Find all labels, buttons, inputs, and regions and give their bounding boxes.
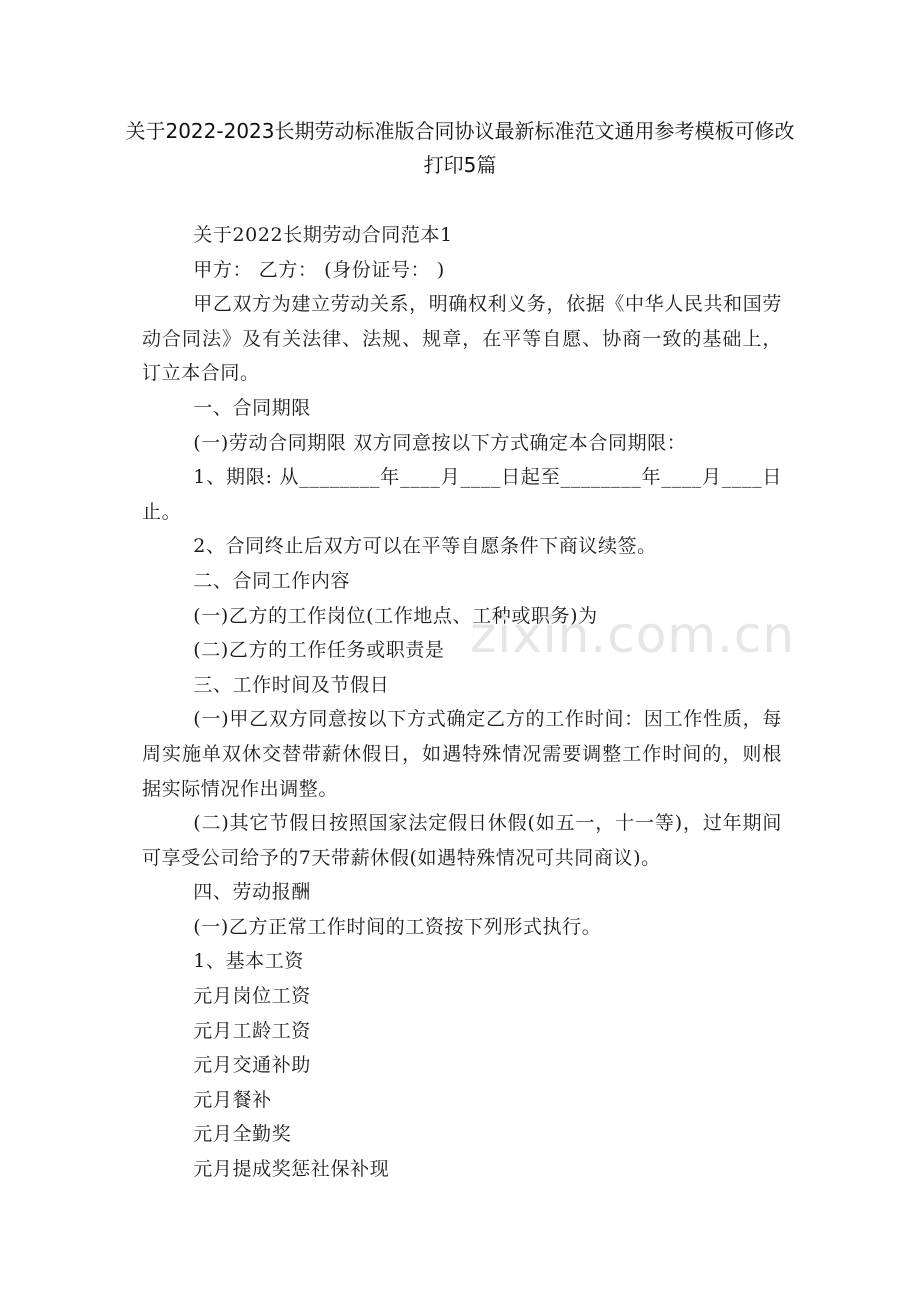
paragraph-hours: (一)甲乙双方同意按以下方式确定乙方的工作时间：因工作性质，每周实施单双休交替带薪休假日，如遇特殊情况需要调整工作时间的，则根据实际情况作出调整。 [142,708,782,800]
document-body [142,218,782,1187]
list-item-attendance-bonus: 元月全勤奖 [193,1123,292,1146]
section-heading-hours: 三、工作时间及节假日 [193,673,390,696]
list-item-position-salary: 元月岗位工资 [193,985,311,1008]
paragraph-renewal: 2、合同终止后双方可以在平等自愿条件下商议续签。 [193,535,657,558]
paragraph-contract-heading: 关于2022长期劳动合同范本1 [193,224,453,246]
paragraph-holidays: (二)其它节假日按照国家法定假日休假(如五一，十一等)，过年期间可享受公司给予的7天带薪休假(如遇特殊情况可共同商议)。 [142,812,782,869]
list-item-meal-allowance: 元月餐补 [193,1088,272,1111]
section-heading-work: 二、合同工作内容 [193,569,351,592]
paragraph-parties: 甲方： 乙方： (身份证号： ) [193,258,445,281]
paragraph-work-duties: (二)乙方的工作任务或职责是 [193,639,445,662]
list-item-seniority-salary: 元月工龄工资 [193,1019,311,1042]
list-item-transport-allowance: 元月交通补助 [193,1054,311,1077]
paragraph-term-period: 1、期限: 从________年____月____日起至________年____月____日止。 [142,466,782,523]
paragraph-term-method: (一)劳动合同期限 双方同意按以下方式确定本合同期限： [193,431,687,454]
watermark: zixin.com.cn [470,606,796,664]
paragraph-base-salary: 1、基本工资 [193,950,304,973]
paragraph-preamble: 甲乙双方为建立劳动关系，明确权利义务，依据《中华人民共和国劳动合同法》及有关法律、法规、规章，在平等自愿、协商一致的基础上，订立本合同。 [142,293,782,385]
section-heading-term: 一、合同期限 [193,396,311,419]
paragraph-work-position: (一)乙方的工作岗位(工作地点、工种或职务)为 [193,604,598,627]
paragraph-pay-form: (一)乙方正常工作时间的工资按下列形式执行。 [193,915,602,938]
document-title: 关于2022-2023长期劳动标准版合同协议最新标准范文通用参考模板可修改打印5篇 [125,119,795,177]
list-item-commission: 元月提成奖惩社保补现 [193,1158,390,1181]
section-heading-pay: 四、劳动报酬 [193,881,311,904]
